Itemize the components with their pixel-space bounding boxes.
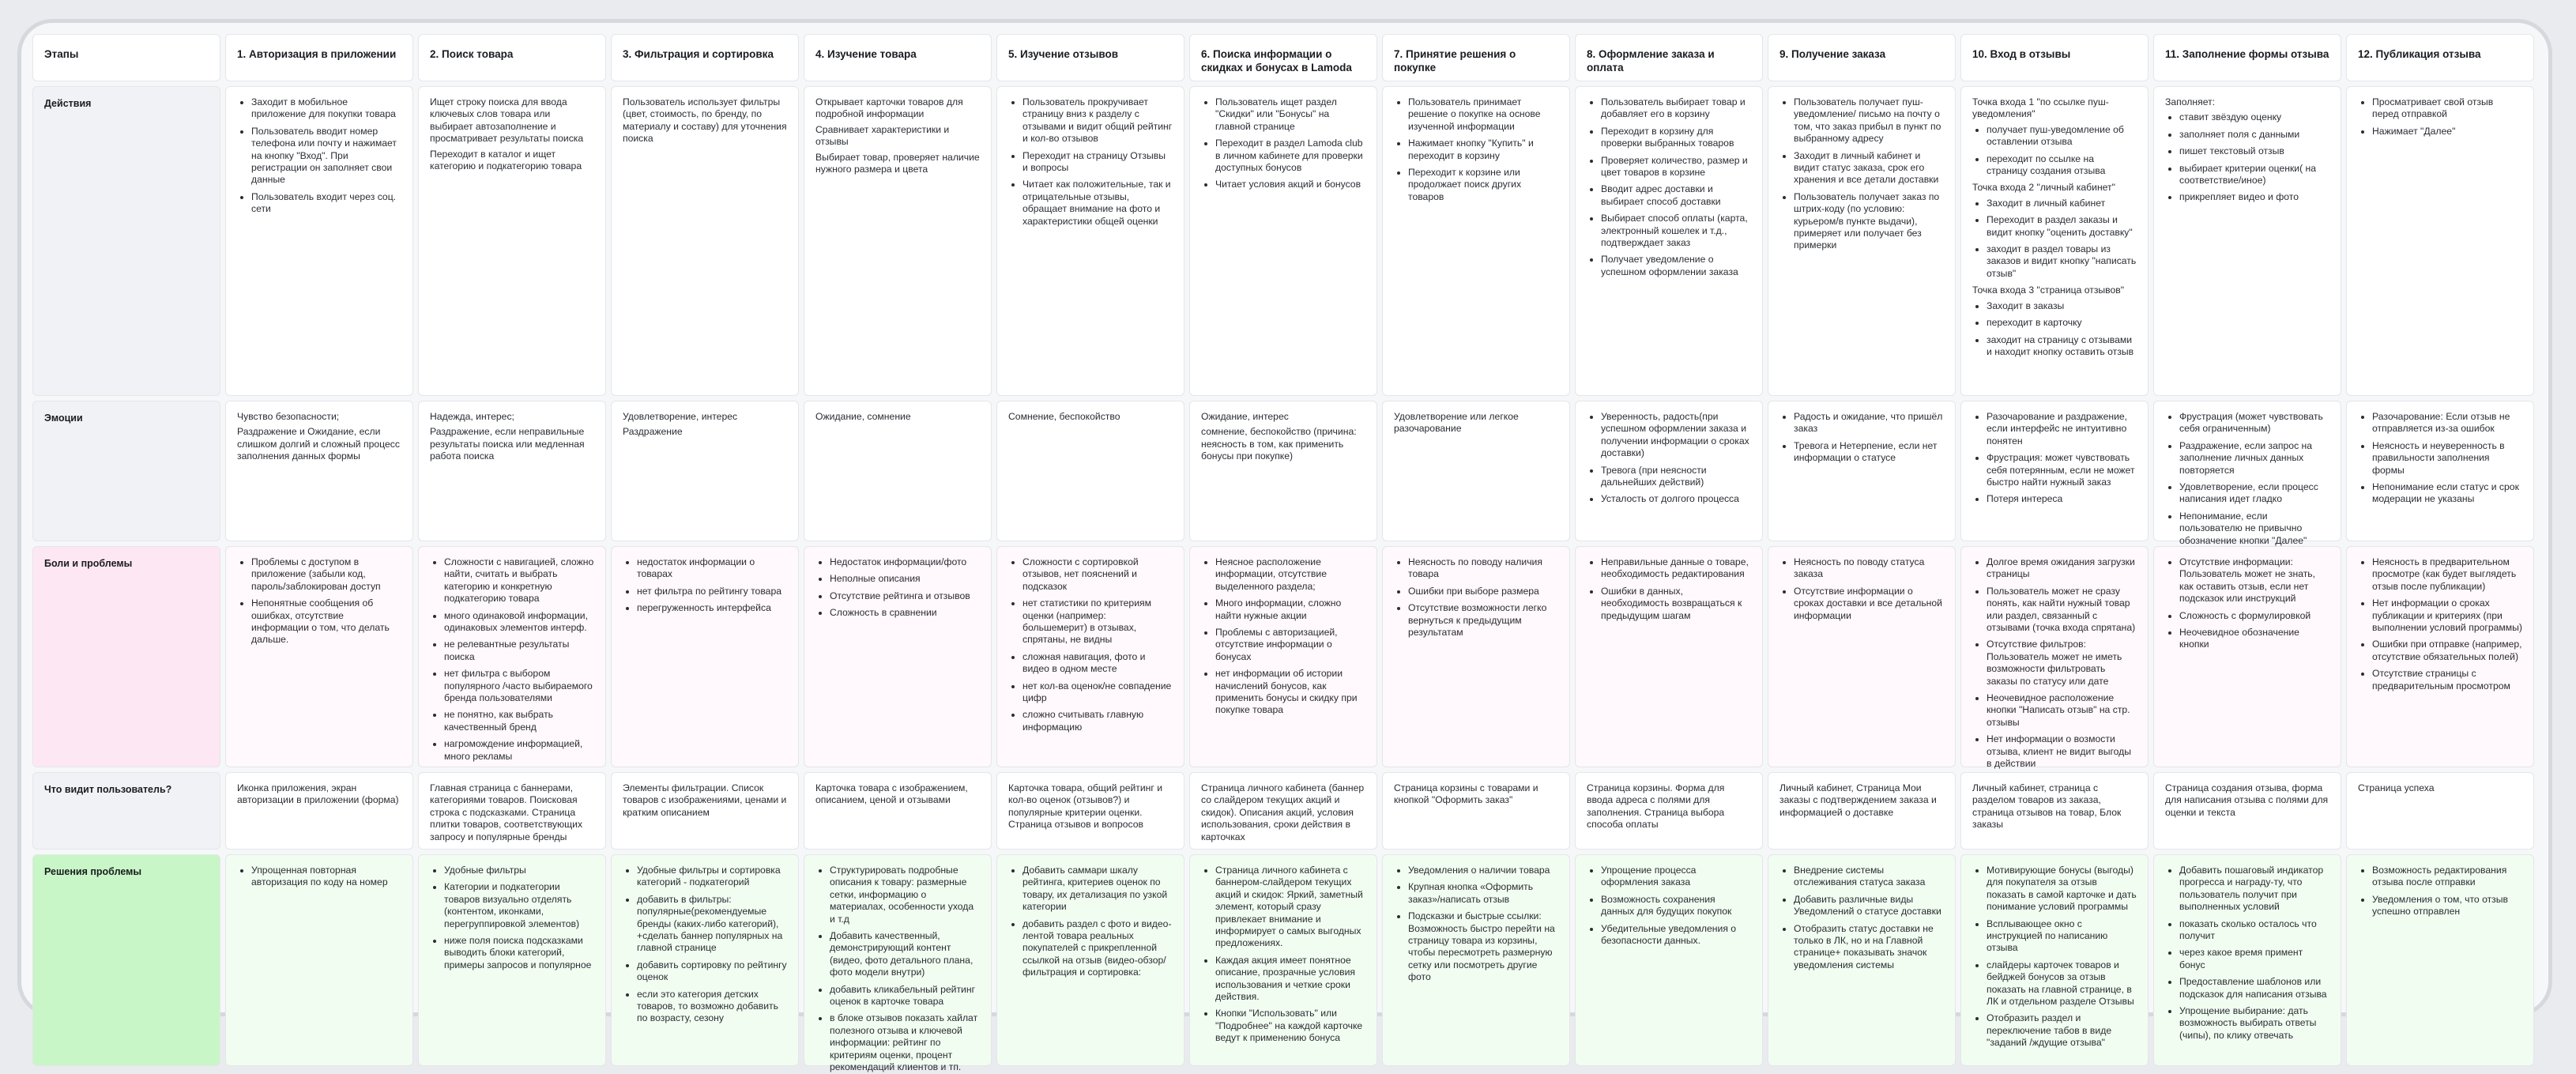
solutions-list [2358, 865, 2522, 918]
actions-line: Переходит в каталог и ищет категорию и подкатегорию товара [430, 148, 582, 172]
actions-item: • Пользователь прокручивает страницу вниз к разделу с отзывами и видит общий рейтинг и кол-во отзывов [1022, 96, 1173, 145]
pains-cell [1575, 546, 1763, 767]
pains-list [1587, 556, 1751, 622]
solutions-cell [2153, 854, 2341, 1066]
emotions-cell [225, 401, 413, 541]
solutions-item: • Всплывающее окно с инструкцией по написанию отзыва [1987, 918, 2137, 955]
pains-item: • Сложность в сравнении [830, 607, 980, 619]
sees-cell: Личный кабинет, Страница Мои заказы с подтверждением заказа и информацией о доставке [1768, 772, 1956, 850]
solutions-item: • добавить раздел с фото и видео-лентой товара реальных покупателей с прикрепленной ссылкой на отзыв (видео-обзор/фильтрация и сортировка: [1022, 918, 1173, 979]
solutions-cell [996, 854, 1184, 1066]
actions-item: • переходит по ссылке на страницу создания отзыва [1987, 153, 2137, 178]
pains-item: • Отсутствие фильтров: Пользователь может не иметь возможности фильтровать заказы по статусу или дате [1987, 639, 2137, 688]
sees-cell: Страница успеха [2346, 772, 2534, 850]
solutions-item: • Внедрение системы отслеживания статуса заказа [1794, 865, 1944, 889]
solutions-list [2165, 865, 2329, 1042]
sees-cell: Карточка товара с изображением, описанием, ценой и отзывами [804, 772, 992, 850]
emotions-item: • Непонимание, если пользователю не привычно обозначение кнопки "Далее" [2179, 511, 2329, 547]
pains-cell [804, 546, 992, 767]
actions-cell [225, 86, 413, 396]
solutions-cell [1382, 854, 1570, 1066]
pains-cell [1960, 546, 2149, 770]
emotions-line: сомнение, беспокойство (причина: неясность в том, как применить бонусы при покупке) [1201, 426, 1357, 462]
pains-item: • Пользователь может не сразу понять, как найти нужный товар или раздел, связанный с отзывами (точка входа спрятана) [1987, 586, 2137, 635]
actions-cell [1960, 86, 2149, 396]
stage-header: 12. Публикация отзыва [2346, 34, 2534, 81]
pains-cell [2153, 546, 2341, 767]
actions-item: • Переходит в раздел Lamoda club в личном кабинете для проверки доступных бонусов [1215, 138, 1365, 174]
solutions-cell [225, 854, 413, 1066]
solutions-item: • Крупная кнопка «Оформить заказ»/написать отзыв [1408, 881, 1558, 906]
pains-cell [1189, 546, 1377, 767]
emotions-cell [1189, 401, 1377, 541]
actions-item: • Пользователь получает пуш-уведомление/ письмо на почту о том, что заказ прибыл в пункт по выбранному адресу [1794, 96, 1944, 145]
emotions-line: Чувство безопасности; [237, 411, 340, 422]
emotions-line: Раздражение [623, 426, 683, 438]
solutions-item: • если это категория детских товаров, то возможно добавить по возрасту, сезону [637, 989, 787, 1025]
actions-item: • Переходит в корзину для проверки выбранных товаров [1601, 126, 1751, 150]
pains-list [430, 556, 594, 763]
solutions-list [237, 865, 401, 889]
emotions-cell [996, 401, 1184, 541]
pains-item: • Неясность по поводу статуса заказа [1794, 556, 1944, 581]
stage-header: 7. Принятие решения о покупке [1382, 34, 1570, 81]
pains-item: • Сложности с навигацией, сложно найти, считать и выбрать категорию и конкретную подкатегорию товара [444, 556, 594, 605]
solutions-cell [1768, 854, 1956, 1066]
pains-item: • Сложность с формулировкой [2179, 610, 2329, 622]
solutions-list [1394, 865, 1558, 984]
solutions-item: • Упрощение процесса оформления заказа [1601, 865, 1751, 889]
sees-cell: Страница создания отзыва, форма для написания отзыва с полями для оценки и текста [2153, 772, 2341, 850]
stage-header: 9. Получение заказа [1768, 34, 1956, 81]
actions-subheading: Точка входа 3 "страница отзывов" [1972, 285, 2125, 296]
pains-item: • Отсутствие информации: Пользователь может не знать, как оставить отзыв, если нет подсказок или инструкций [2179, 556, 2329, 605]
pains-item: • Проблемы с авторизацией, отсутствие информации о бонусах [1215, 627, 1365, 663]
solutions-cell [1575, 854, 1763, 1066]
solutions-list [1972, 865, 2137, 1050]
actions-item: • Пользователь ищет раздел "Скидки" или "Бонусы" на главной странице [1215, 96, 1365, 133]
actions-item: • прикрепляет видео и фото [2179, 191, 2329, 203]
emotions-line: Раздражение и Ожидание, если слишком долгий и сложный процесс заполнения данных формы [237, 426, 400, 462]
emotions-line: Раздражение, если неправильные результаты поиска или медленная работа поиска [430, 426, 585, 462]
solutions-item: • добавить в фильтры: популярные(рекомендуемые бренды (каких-либо категорий), +сделать баннер популярных на главной странице [637, 894, 787, 955]
actions-line: Сравнивает характеристики и отзывы [815, 123, 950, 148]
pains-list [2358, 556, 2522, 692]
actions-cell [996, 86, 1184, 396]
actions-list [1972, 300, 2137, 359]
actions-list [1972, 124, 2137, 178]
pains-item: • Много информации, сложно найти нужные акции [1215, 597, 1365, 622]
sees-cell: Главная страница с баннерами, категориями товаров. Поисковая строка с подсказками. Страница плитки товаров, соответствующих запросу и популярные бренды [418, 772, 606, 850]
stage-header: 6. Поиска информации о скидках и бонусах в Lamoda [1189, 34, 1377, 81]
solutions-item: • Страница личного кабинета с баннером-слайдером текущих акций и скидок: Яркий, заметный элемент, который сразу привлекает внимание и информирует о самых выгодных предложениях. [1215, 865, 1365, 950]
actions-list [1779, 96, 1944, 252]
pains-cell [1382, 546, 1570, 767]
solutions-list [430, 865, 594, 971]
solutions-list [623, 865, 787, 1025]
actions-item: • Пользователь получает заказ по штрих-коду (по условию: курьером/в пункте выдачи), примеряет или получает без примерки [1794, 191, 1944, 252]
solutions-item: • показать сколько осталось что получит [2179, 918, 2329, 943]
pains-item: • Проблемы с доступом в приложение (забыли код, пароль/заблокирован доступ [251, 556, 401, 593]
solutions-item: • в блоке отзывов показать хайлат полезного отзыва и ключевой информации: рейтинг по критериям оценки, процент рекомендаций клиентов и тп. [830, 1012, 980, 1073]
pains-item: • Сложности с сортировкой отзывов, нет пояснений и подсказок [1022, 556, 1173, 593]
pains-item: • Ошибки при отправке (например, отсутствие обязательных полей) [2372, 639, 2522, 663]
actions-cell [1189, 86, 1377, 396]
solutions-item: • Подсказки и быстрые ссылки: Возможность быстро перейти на страницу товара из корзины, чтобы пересмотреть размерную сетку или посмотреть другие фото [1408, 910, 1558, 983]
row-label-pains: Боли и проблемы [32, 546, 220, 767]
actions-cell [1768, 86, 1956, 396]
sees-cell: Страница корзины с товарами и кнопкой "Оформить заказ" [1382, 772, 1570, 850]
actions-item: • Переходит к корзине или продолжает поиск других товаров [1408, 167, 1558, 203]
emotions-item: • Радость и ожидание, что пришёл заказ [1794, 411, 1944, 435]
emotions-cell [1768, 401, 1956, 541]
actions-subheading: Точка входа 1 "по ссылке пуш-уведомления" [1972, 96, 2109, 120]
actions-cell [804, 86, 992, 396]
emotions-item: • Фрустрация (может чувствовать себя ограниченным) [2179, 411, 2329, 435]
solutions-item: • Добавить пошаговый индикатор прогресса и награду-ту, что пользователь получит при выполненных условий [2179, 865, 2329, 914]
stage-header: 4. Изучение товара [804, 34, 992, 81]
emotions-item: • Усталость от долгого процесса [1601, 493, 1751, 505]
solutions-item: • Категории и подкатегории товаров визуально отделять (контентом, иконками, перегруппировкой элементов) [444, 881, 594, 930]
emotions-list [1972, 411, 2137, 506]
pains-item: • Нет информации о сроках публикации и критериях (при выполнении условий программы) [2372, 597, 2522, 634]
actions-item: • Читает как положительные, так и отрицательные отзывы, обращает внимание на фото и характеристики общей оценки [1022, 179, 1173, 228]
solutions-list [1779, 865, 1944, 971]
solutions-list [1201, 865, 1365, 1045]
pains-cell [996, 546, 1184, 767]
actions-item: • Пользователь вводит номер телефона или почту и нажимает на кнопку "Вход". При регистрации он заполняет свои данные [251, 126, 401, 187]
pains-item: • нет статистики по критериям оценки (например: большемерит) в отзывах, спрятаны, не видны [1022, 597, 1173, 646]
emotions-item: • Фрустрация: может чувствовать себя потерянным, если не может быстро найти нужный заказ [1987, 452, 2137, 488]
pains-item: • Нет информации о возмости отзыва, клиент не видит выгоды в действии [1987, 733, 2137, 770]
actions-list [237, 96, 401, 216]
pains-list [237, 556, 401, 646]
actions-item: • Читает условия акций и бонусов [1215, 179, 1365, 190]
solutions-item: • Предоставление шаблонов или подсказок для написания отзыва [2179, 976, 2329, 1001]
emotions-item: • Непонимание если статус и срок модерации не указаны [2372, 481, 2522, 506]
emotions-line: Удовлетворение, интерес [623, 411, 738, 422]
pains-item: • Ошибки при выборе размера [1408, 586, 1558, 597]
solutions-cell [611, 854, 799, 1066]
actions-item: • выбирает критерии оценки( на соответствие/иное) [2179, 163, 2329, 187]
emotions-cell [1575, 401, 1763, 541]
actions-item: • Проверяет количество, размер и цвет товаров в корзине [1601, 155, 1751, 179]
stage-header: 5. Изучение отзывов [996, 34, 1184, 81]
row-label-sees: Что видит пользователь? [32, 772, 220, 850]
pains-item: • Ошибки в данных, необходимость возвращаться к предыдущим шагам [1601, 586, 1751, 622]
stage-header: 2. Поиск товара [418, 34, 606, 81]
pains-item: • Недостаток информации/фото [830, 556, 980, 568]
pains-item: • Неочевидное расположение кнопки "Написать отзыв" на стр. отзывы [1987, 692, 2137, 729]
pains-item: • перегруженность интерфейса [637, 602, 787, 614]
solutions-cell [804, 854, 992, 1073]
actions-item: • Заходит в мобильное приложение для покупки товара [251, 96, 401, 121]
actions-item: • заходит на страницу с отзывами и находит кнопку оставить отзыв [1987, 334, 2137, 359]
row-label-actions: Действия [32, 86, 220, 396]
actions-item: • Заходит в заказы [1987, 300, 2137, 312]
sees-cell: Личный кабинет, страница с разделом товаров из заказа, страница отзывов на товар, Блок заказы [1960, 772, 2149, 850]
solutions-item: • Каждая акция имеет понятное описание, прозрачные условия использования и четкие сроки действия. [1215, 955, 1365, 1004]
actions-list [2165, 111, 2329, 203]
solutions-item: • Добавить различные виды Уведомлений о статусе доставки [1794, 894, 1944, 918]
stage-header: 8. Оформление заказа и оплата [1575, 34, 1763, 81]
actions-item: • ставит звёздую оценку [2179, 111, 2329, 123]
sees-cell: Иконка приложения, экран авторизации в приложении (форма) [225, 772, 413, 850]
emotions-cell [1960, 401, 2149, 541]
solutions-item: • через какое время примент бонус [2179, 947, 2329, 971]
actions-list [1394, 96, 1558, 203]
actions-list [1972, 198, 2137, 280]
solutions-item: • Возможность редактирования отзыва после отправки [2372, 865, 2522, 889]
emotions-item: • Тревога (при неясности дальнейших действий) [1601, 465, 1751, 489]
pains-item: • Отсутствие рейтинга и отзывов [830, 590, 980, 602]
sees-cell: Страница корзины. Форма для ввода адреса с полями для заполнения. Страница выбора способа оплаты [1575, 772, 1763, 850]
solutions-item: • добавить кликабельный рейтинг оценок в карточке товара [830, 984, 980, 1008]
actions-list [1008, 96, 1173, 228]
pains-cell [418, 546, 606, 767]
emotions-item: • Разочарование и раздражение, если интерфейс не интуитивно понятен [1987, 411, 2137, 447]
pains-item: • Неправильные данные о товаре, необходимость редактирования [1601, 556, 1751, 581]
actions-cell [1382, 86, 1570, 396]
emotions-item: • Потеря интереса [1987, 493, 2137, 505]
row-label-stages: Этапы [32, 34, 220, 81]
pains-item: • недостаток информации о товарах [637, 556, 787, 581]
actions-line: Открывает карточки товаров для подробной информации [815, 96, 963, 120]
emotions-item: • Разочарование: Если отзыв не отправляется из-за ошибок [2372, 411, 2522, 435]
actions-item: • Пользователь входит через соц. сети [251, 191, 401, 216]
pains-list [2165, 556, 2329, 651]
stage-header: 1. Авторизация в приложении [225, 34, 413, 81]
journey-map-frame [17, 19, 2552, 1073]
sees-cell: Элементы фильтрации. Список товаров с изображениями, ценами и кратким описанием [611, 772, 799, 850]
actions-cell [611, 86, 799, 396]
pains-cell [611, 546, 799, 767]
solutions-item: • Мотивирующие бонусы (выгоды) для покупателя за отзыв показать в самой карточке и дать понимание условий программы [1987, 865, 2137, 914]
actions-item: • Просматривает свой отзыв перед отправкой [2372, 96, 2522, 121]
actions-cell [2346, 86, 2534, 396]
emotions-item: • Удовлетворение, если процесс написания идет гладко [2179, 481, 2329, 506]
pains-item: • Отсутствие страницы с предварительным просмотром [2372, 668, 2522, 692]
actions-item: • заполняет поля с данными [2179, 129, 2329, 141]
emotions-item: • Неясность и неуверенность в правильности заполнения формы [2372, 440, 2522, 477]
emotions-line: Надежда, интерес; [430, 411, 514, 422]
solutions-cell [2346, 854, 2534, 1066]
solutions-list [1008, 865, 1173, 979]
sees-cell: Страница личного кабинета (баннер со слайдером текущих акций и скидок). Описания акций, условия использования, сроки действия в карточках [1189, 772, 1377, 850]
pains-cell [2346, 546, 2534, 767]
pains-item: • Отсутствие возможности легко вернуться к предыдущим результатам [1408, 602, 1558, 639]
pains-item: • нет фильтра с выбором популярного /часто выбираемого бренда пользователями [444, 668, 594, 704]
emotions-cell [611, 401, 799, 541]
solutions-item: • добавить сортировку по рейтингу оценок [637, 959, 787, 984]
pains-list [815, 556, 980, 620]
row-label-solutions: Решения проблемы [32, 854, 220, 1066]
pains-item: • не понятно, как выбрать качественный бренд [444, 709, 594, 733]
pains-item: • нагромождение информацией, много рекламы [444, 738, 594, 763]
pains-item: • Неясное расположение информации, отсутствие выделенного раздела; [1215, 556, 1365, 593]
solutions-item: • Добавить качественный, демонстрирующий контент (видео, фото детального плана, фото модели внутри) [830, 930, 980, 979]
pains-cell [1768, 546, 1956, 767]
actions-item: • Нажимает "Далее" [2372, 126, 2522, 138]
solutions-cell [418, 854, 606, 1066]
actions-item: • Переходит на страницу Отзывы и вопросы [1022, 150, 1173, 175]
pains-item: • нет информации об истории начислений бонусов, как применить бонусы и скидку при покупке товара [1215, 668, 1365, 717]
row-label-emotions: Эмоции [32, 401, 220, 541]
pains-list [1779, 556, 1944, 622]
solutions-item: • Убедительные уведомления о безопасности данных. [1601, 923, 1751, 948]
solutions-item: • ниже поля поиска подсказками выводить блоки категорий, примеры запросов и популярное [444, 935, 594, 971]
solutions-cell [1960, 854, 2149, 1066]
emotions-list [1779, 411, 1944, 465]
emotions-list [2358, 411, 2522, 506]
pains-item: • Неясность в предварительном просмотре (как будет выглядеть отзыв после публикации) [2372, 556, 2522, 593]
solutions-item: • слайдеры карточек товаров и бейджей бонусов за отзыв показать на главной странице, в ЛК и отдельном разделе Отзывы [1987, 959, 2137, 1008]
actions-item: • пишет текстовый отзыв [2179, 145, 2329, 157]
actions-item: • Заходит в личный кабинет и видит статус заказа, срок его хранения и все детали доставки [1794, 150, 1944, 187]
stage-header: 11. Заполнение формы отзыва [2153, 34, 2341, 81]
solutions-item: • Отобразить статус доставки не только в ЛК, но и на Главной странице+ показывать значок уведомления системы [1794, 923, 1944, 972]
actions-cell [1575, 86, 1763, 396]
solutions-item: • Уведомления о том, что отзыв успешно отправлен [2372, 894, 2522, 918]
actions-subheading: Заполняет: [2165, 96, 2216, 107]
actions-line: Ищет строку поиска для ввода ключевых слов товара или выбирает автозаполнение и просматривает результаты поиска [430, 96, 584, 145]
stage-header: 10. Вход в отзывы [1960, 34, 2149, 81]
actions-item: • Переходит в раздел заказы и видит кнопку "оценить доставку" [1987, 214, 2137, 239]
actions-item: • Получает уведомление о успешном оформлении заказа [1601, 254, 1751, 278]
solutions-list [1587, 865, 1751, 947]
pains-cell [225, 546, 413, 767]
solutions-item: • Отобразить раздел и переключение табов в виде "заданий /ждущие отзыва" [1987, 1012, 2137, 1049]
sees-cell: Карточка товара, общий рейтинг и кол-во оценок (отзывов?) и популярные критерии оценки. Страница отзывов и вопросов [996, 772, 1184, 850]
pains-item: • Неочевидное обозначение кнопки [2179, 627, 2329, 651]
emotions-list [2165, 411, 2329, 547]
emotions-cell [418, 401, 606, 541]
actions-item: • получает пуш-уведомление об оставлении отзыва [1987, 124, 2137, 149]
pains-item: • нет кол-ва оценок/не совпадение цифр [1022, 680, 1173, 705]
actions-list [1587, 96, 1751, 278]
solutions-item: • Кнопки "Использовать" или "Подробнее" на каждой карточке ведут к применению бонуса [1215, 1008, 1365, 1044]
emotions-item: • Раздражение, если запрос на заполнение личных данных повторяется [2179, 440, 2329, 477]
pains-item: • сложная навигация, фото и видео в одном месте [1022, 651, 1173, 676]
solutions-item: • Уведомления о наличии товара [1408, 865, 1558, 876]
emotions-item: • Тревога и Нетерпение, если нет информации о статусе [1794, 440, 1944, 465]
actions-list [2358, 96, 2522, 138]
stage-header: 3. Фильтрация и сортировка [611, 34, 799, 81]
pains-item: • Непонятные сообщения об ошибках, отсутствие информации о том, что делать дальше. [251, 597, 401, 646]
pains-item: • много одинаковой информации, одинаковых элементов интерф. [444, 610, 594, 635]
emotions-cell [2153, 401, 2341, 546]
actions-item: • Пользователь выбирает товар и добавляет его в корзину [1601, 96, 1751, 121]
emotions-line: Удовлетворение или легкое разочарование [1394, 411, 1519, 435]
emotions-list [1587, 411, 1751, 506]
pains-item: • Неполные описания [830, 573, 980, 585]
pains-list [1201, 556, 1365, 717]
actions-item: • переходит в карточку [1987, 317, 2137, 329]
emotions-cell [2346, 401, 2534, 541]
pains-item: • Неясность по поводу наличия товара [1408, 556, 1558, 581]
actions-cell [418, 86, 606, 396]
emotions-line: Ожидание, сомнение [815, 411, 911, 422]
solutions-item: • Упрощение выбирание: дать возможность выбирать ответы (чипы), по клику отвечать [2179, 1005, 2329, 1042]
solutions-item: • Возможность сохранения данных для будущих покупок [1601, 894, 1751, 918]
actions-item: • Заходит в личный кабинет [1987, 198, 2137, 209]
solutions-item: • Удобные фильтры и сортировка категорий - подкатегорий [637, 865, 787, 889]
pains-list [623, 556, 787, 615]
emotions-cell [1382, 401, 1570, 541]
pains-item: • нет фильтра по рейтингу товара [637, 586, 787, 597]
solutions-item: • Упрощенная повторная авторизация по коду на номер [251, 865, 401, 889]
pains-item: • Отсутствие информации о сроках доставки и все детальной информации [1794, 586, 1944, 622]
emotions-cell [804, 401, 992, 541]
emotions-line: Сомнение, беспокойство [1008, 411, 1120, 422]
pains-list [1008, 556, 1173, 733]
actions-subheading: Точка входа 2 "личный кабинет" [1972, 182, 2115, 194]
actions-item: • Выбирает способ оплаты (карта, электронный кошелек и т.д., подтверждает заказ [1601, 213, 1751, 249]
actions-line: Выбирает товар, проверяет наличие нужного размера и цвета [815, 151, 980, 175]
journey-map-grid [32, 34, 2537, 1073]
pains-item: • сложно считывать главную информацию [1022, 709, 1173, 733]
actions-item: • Нажимает кнопку "Купить" и переходит в корзину [1408, 138, 1558, 162]
actions-line: Пользователь использует фильтры (цвет, стоимость, по бренду, по материалу и составу) для уточнения поиска [623, 96, 787, 145]
pains-list [1394, 556, 1558, 639]
emotions-item: • Уверенность, радость(при успешном оформлении заказа и получении информации о сроках доставки) [1601, 411, 1751, 460]
solutions-item: • Структурировать подробные описания к товару: размерные сетки, информацию о материалах, особенности ухода и т.д [830, 865, 980, 925]
solutions-item: • Удобные фильтры [444, 865, 594, 876]
solutions-cell [1189, 854, 1377, 1066]
actions-item: • Вводит адрес доставки и выбирает способ доставки [1601, 183, 1751, 208]
actions-item: • Пользователь принимает решение о покупке на основе изученной информации [1408, 96, 1558, 133]
pains-item: • не релевантные результаты поиска [444, 639, 594, 663]
pains-item: • Долгое время ожидания загрузки страницы [1987, 556, 2137, 581]
pains-list [1972, 556, 2137, 771]
solutions-list [815, 865, 980, 1074]
actions-cell [2153, 86, 2341, 396]
emotions-line: Ожидание, интерес [1201, 411, 1289, 422]
actions-item: • заходит в раздел товары из заказов и видит кнопку "написать отзыв" [1987, 243, 2137, 280]
solutions-item: • Добавить саммари шкалу рейтинга, критериев оценок по товару, их детализация по узкой категории [1022, 865, 1173, 914]
actions-list [1201, 96, 1365, 191]
